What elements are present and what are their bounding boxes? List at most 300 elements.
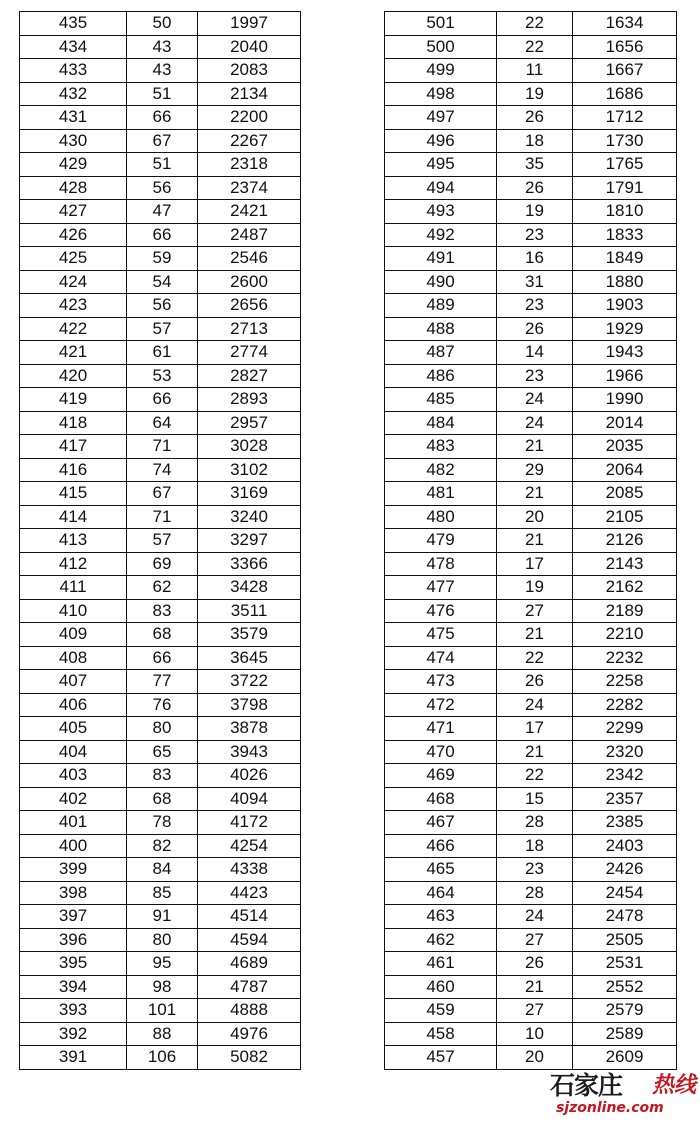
table-cell: 62: [127, 576, 198, 600]
table-cell: 1730: [573, 129, 677, 153]
table-cell: 2210: [573, 623, 677, 647]
table-row: [20, 35, 301, 59]
table-cell: 2403: [573, 834, 677, 858]
table-cell: 3798: [198, 693, 301, 717]
table-cell: 2282: [573, 693, 677, 717]
table-cell: 488: [385, 317, 497, 341]
table-cell: 1849: [573, 247, 677, 271]
table-cell: 426: [20, 223, 127, 247]
table-cell: 466: [385, 834, 497, 858]
table-row: [385, 999, 677, 1023]
table-cell: 434: [20, 35, 127, 59]
table-cell: 494: [385, 176, 497, 200]
table-cell: 431: [20, 106, 127, 130]
table-cell: 2827: [198, 364, 301, 388]
table-cell: 21: [497, 975, 573, 999]
table-cell: 43: [127, 59, 198, 83]
table-cell: 85: [127, 881, 198, 905]
table-cell: 4976: [198, 1022, 301, 1046]
table-row: [20, 670, 301, 694]
table-cell: 417: [20, 435, 127, 459]
table-row: [20, 858, 301, 882]
table-cell: 402: [20, 787, 127, 811]
table-cell: 1765: [573, 153, 677, 177]
table-cell: 470: [385, 740, 497, 764]
score-table-right: [384, 11, 677, 1070]
table-cell: 67: [127, 482, 198, 506]
table-row: [385, 411, 677, 435]
table-cell: 28: [497, 811, 573, 835]
table-cell: 101: [127, 999, 198, 1023]
table-cell: 478: [385, 552, 497, 576]
table-row: [385, 975, 677, 999]
table-cell: 2014: [573, 411, 677, 435]
table-cell: 418: [20, 411, 127, 435]
table-row: [385, 1046, 677, 1070]
table-cell: 22: [497, 35, 573, 59]
table-cell: 71: [127, 505, 198, 529]
table-cell: 482: [385, 458, 497, 482]
table-cell: 427: [20, 200, 127, 224]
table-cell: 469: [385, 764, 497, 788]
table-cell: 3878: [198, 717, 301, 741]
table-row: [385, 599, 677, 623]
table-cell: 4689: [198, 952, 301, 976]
table-cell: 493: [385, 200, 497, 224]
table-cell: 21: [497, 529, 573, 553]
table-cell: 66: [127, 223, 198, 247]
table-cell: 84: [127, 858, 198, 882]
table-cell: 20: [497, 1046, 573, 1070]
table-row: [385, 858, 677, 882]
table-cell: 24: [497, 411, 573, 435]
table-cell: 74: [127, 458, 198, 482]
table-cell: 67: [127, 129, 198, 153]
table-cell: 68: [127, 787, 198, 811]
table-cell: 77: [127, 670, 198, 694]
table-cell: 2385: [573, 811, 677, 835]
table-row: [20, 623, 301, 647]
table-cell: 88: [127, 1022, 198, 1046]
table-cell: 2774: [198, 341, 301, 365]
table-cell: 405: [20, 717, 127, 741]
table-cell: 430: [20, 129, 127, 153]
table-row: [385, 82, 677, 106]
table-row: [20, 905, 301, 929]
table-row: [385, 576, 677, 600]
table-cell: 3943: [198, 740, 301, 764]
table-row: [385, 247, 677, 271]
table-cell: 408: [20, 646, 127, 670]
table-cell: 401: [20, 811, 127, 835]
table-cell: 56: [127, 176, 198, 200]
table-row: [385, 952, 677, 976]
table-cell: 1903: [573, 294, 677, 318]
table-cell: 80: [127, 717, 198, 741]
table-cell: 489: [385, 294, 497, 318]
table-cell: 21: [497, 623, 573, 647]
table-cell: 3366: [198, 552, 301, 576]
table-row: [20, 881, 301, 905]
table-row: [20, 693, 301, 717]
table-cell: 2189: [573, 599, 677, 623]
table-row: [20, 529, 301, 553]
table-cell: 500: [385, 35, 497, 59]
table-row: [20, 764, 301, 788]
table-cell: 397: [20, 905, 127, 929]
table-cell: 26: [497, 952, 573, 976]
table-cell: 91: [127, 905, 198, 929]
table-cell: 4787: [198, 975, 301, 999]
table-cell: 2579: [573, 999, 677, 1023]
table-cell: 35: [497, 153, 573, 177]
table-row: [20, 247, 301, 271]
table-cell: 413: [20, 529, 127, 553]
table-cell: 3428: [198, 576, 301, 600]
table-row: [385, 129, 677, 153]
table-cell: 463: [385, 905, 497, 929]
table-cell: 3645: [198, 646, 301, 670]
table-cell: 419: [20, 388, 127, 412]
table-cell: 406: [20, 693, 127, 717]
table-cell: 477: [385, 576, 497, 600]
table-row: [20, 599, 301, 623]
table-cell: 1833: [573, 223, 677, 247]
table-cell: 398: [20, 881, 127, 905]
table-cell: 485: [385, 388, 497, 412]
table-cell: 475: [385, 623, 497, 647]
table-cell: 483: [385, 435, 497, 459]
table-cell: 399: [20, 858, 127, 882]
table-cell: 460: [385, 975, 497, 999]
table-row: [385, 928, 677, 952]
table-cell: 395: [20, 952, 127, 976]
table-cell: 2320: [573, 740, 677, 764]
table-cell: 22: [497, 764, 573, 788]
table-cell: 83: [127, 599, 198, 623]
table-cell: 472: [385, 693, 497, 717]
table-cell: 468: [385, 787, 497, 811]
table-cell: 1634: [573, 12, 677, 36]
table-cell: 2552: [573, 975, 677, 999]
table-row: [20, 59, 301, 83]
table-cell: 24: [497, 693, 573, 717]
table-row: [385, 670, 677, 694]
table-cell: 432: [20, 82, 127, 106]
table-cell: 17: [497, 552, 573, 576]
table-cell: 15: [497, 787, 573, 811]
table-cell: 4172: [198, 811, 301, 835]
table-cell: 2600: [198, 270, 301, 294]
table-cell: 3579: [198, 623, 301, 647]
table-cell: 3169: [198, 482, 301, 506]
table-cell: 392: [20, 1022, 127, 1046]
table-cell: 467: [385, 811, 497, 835]
table-cell: 3511: [198, 599, 301, 623]
table-cell: 71: [127, 435, 198, 459]
table-cell: 14: [497, 341, 573, 365]
table-cell: 420: [20, 364, 127, 388]
table-row: [20, 388, 301, 412]
table-row: [385, 176, 677, 200]
table-cell: 2487: [198, 223, 301, 247]
table-cell: 2421: [198, 200, 301, 224]
table-cell: 2200: [198, 106, 301, 130]
table-cell: 2505: [573, 928, 677, 952]
table-row: [385, 270, 677, 294]
table-row: [20, 1046, 301, 1070]
table-cell: 2342: [573, 764, 677, 788]
table-cell: 1712: [573, 106, 677, 130]
table-cell: 492: [385, 223, 497, 247]
table-cell: 393: [20, 999, 127, 1023]
table-cell: 27: [497, 928, 573, 952]
table-row: [20, 270, 301, 294]
table-cell: 69: [127, 552, 198, 576]
table-cell: 3240: [198, 505, 301, 529]
table-row: [385, 834, 677, 858]
table-cell: 495: [385, 153, 497, 177]
table-cell: 10: [497, 1022, 573, 1046]
table-cell: 2040: [198, 35, 301, 59]
table-row: [385, 693, 677, 717]
score-table-left: [19, 11, 301, 1070]
table-cell: 481: [385, 482, 497, 506]
table-cell: 5082: [198, 1046, 301, 1070]
table-cell: 428: [20, 176, 127, 200]
table-cell: 2374: [198, 176, 301, 200]
table-cell: 1966: [573, 364, 677, 388]
table-cell: 415: [20, 482, 127, 506]
table-row: [20, 435, 301, 459]
table-cell: 3028: [198, 435, 301, 459]
table-row: [20, 834, 301, 858]
table-cell: 403: [20, 764, 127, 788]
table-cell: 2546: [198, 247, 301, 271]
table-cell: 23: [497, 858, 573, 882]
table-cell: 491: [385, 247, 497, 271]
table-cell: 24: [497, 905, 573, 929]
table-cell: 2126: [573, 529, 677, 553]
table-row: [385, 317, 677, 341]
table-row: [20, 223, 301, 247]
table-cell: 23: [497, 294, 573, 318]
table-cell: 473: [385, 670, 497, 694]
table-cell: 26: [497, 106, 573, 130]
table-cell: 2143: [573, 552, 677, 576]
table-row: [20, 294, 301, 318]
table-row: [20, 928, 301, 952]
table-row: [20, 811, 301, 835]
table-row: [385, 905, 677, 929]
table-cell: 391: [20, 1046, 127, 1070]
table-row: [385, 529, 677, 553]
table-cell: 414: [20, 505, 127, 529]
table-cell: 396: [20, 928, 127, 952]
table-row: [385, 717, 677, 741]
table-cell: 47: [127, 200, 198, 224]
table-cell: 410: [20, 599, 127, 623]
table-cell: 498: [385, 82, 497, 106]
table-cell: 394: [20, 975, 127, 999]
table-cell: 407: [20, 670, 127, 694]
table-row: [20, 129, 301, 153]
table-row: [385, 646, 677, 670]
table-row: [20, 952, 301, 976]
table-cell: 27: [497, 599, 573, 623]
table-cell: 3102: [198, 458, 301, 482]
table-cell: 2035: [573, 435, 677, 459]
table-cell: 465: [385, 858, 497, 882]
table-cell: 19: [497, 82, 573, 106]
watermark-hotline: 热线: [652, 1072, 697, 1098]
table-row: [20, 106, 301, 130]
table-cell: 43: [127, 35, 198, 59]
table-cell: 423: [20, 294, 127, 318]
table-cell: 400: [20, 834, 127, 858]
table-cell: 21: [497, 740, 573, 764]
table-row: [385, 435, 677, 459]
table-cell: 4514: [198, 905, 301, 929]
table-cell: 2085: [573, 482, 677, 506]
table-cell: 4423: [198, 881, 301, 905]
table-cell: 2656: [198, 294, 301, 318]
table-row: [385, 388, 677, 412]
score-table-left-body: [20, 12, 301, 1070]
table-cell: 2267: [198, 129, 301, 153]
table-cell: 1667: [573, 59, 677, 83]
table-cell: 3722: [198, 670, 301, 694]
table-cell: 16: [497, 247, 573, 271]
table-row: [385, 12, 677, 36]
table-cell: 4254: [198, 834, 301, 858]
table-cell: 22: [497, 646, 573, 670]
table-cell: 26: [497, 317, 573, 341]
table-row: [20, 82, 301, 106]
table-row: [385, 294, 677, 318]
table-row: [20, 176, 301, 200]
table-cell: 490: [385, 270, 497, 294]
table-cell: 53: [127, 364, 198, 388]
table-row: [385, 505, 677, 529]
table-cell: 2357: [573, 787, 677, 811]
table-row: [20, 458, 301, 482]
table-cell: 19: [497, 576, 573, 600]
table-cell: 480: [385, 505, 497, 529]
table-row: [385, 341, 677, 365]
table-cell: 2713: [198, 317, 301, 341]
table-cell: 18: [497, 129, 573, 153]
table-cell: 404: [20, 740, 127, 764]
table-cell: 23: [497, 223, 573, 247]
table-cell: 499: [385, 59, 497, 83]
table-cell: 458: [385, 1022, 497, 1046]
table-cell: 1810: [573, 200, 677, 224]
table-cell: 2893: [198, 388, 301, 412]
table-cell: 1943: [573, 341, 677, 365]
table-cell: 51: [127, 153, 198, 177]
table-cell: 23: [497, 364, 573, 388]
table-cell: 2258: [573, 670, 677, 694]
table-cell: 3297: [198, 529, 301, 553]
table-row: [385, 552, 677, 576]
table-cell: 1686: [573, 82, 677, 106]
table-cell: 416: [20, 458, 127, 482]
table-cell: 21: [497, 482, 573, 506]
table-cell: 98: [127, 975, 198, 999]
table-cell: 26: [497, 176, 573, 200]
table-cell: 501: [385, 12, 497, 36]
table-cell: 2531: [573, 952, 677, 976]
table-cell: 1791: [573, 176, 677, 200]
table-cell: 2083: [198, 59, 301, 83]
table-cell: 106: [127, 1046, 198, 1070]
table-row: [20, 740, 301, 764]
table-row: [20, 975, 301, 999]
table-cell: 24: [497, 388, 573, 412]
table-row: [20, 787, 301, 811]
table-cell: 66: [127, 388, 198, 412]
table-cell: 471: [385, 717, 497, 741]
table-cell: 422: [20, 317, 127, 341]
table-cell: 78: [127, 811, 198, 835]
table-row: [20, 341, 301, 365]
table-cell: 50: [127, 12, 198, 36]
table-row: [385, 764, 677, 788]
table-cell: 462: [385, 928, 497, 952]
table-cell: 56: [127, 294, 198, 318]
watermark-url: sjzonline.com: [556, 1100, 664, 1116]
table-row: [20, 505, 301, 529]
table-cell: 2478: [573, 905, 677, 929]
table-cell: 479: [385, 529, 497, 553]
table-cell: 421: [20, 341, 127, 365]
table-cell: 4094: [198, 787, 301, 811]
table-cell: 1997: [198, 12, 301, 36]
table-cell: 18: [497, 834, 573, 858]
table-cell: 429: [20, 153, 127, 177]
table-cell: 2589: [573, 1022, 677, 1046]
table-cell: 2134: [198, 82, 301, 106]
table-cell: 59: [127, 247, 198, 271]
table-cell: 2232: [573, 646, 677, 670]
table-cell: 82: [127, 834, 198, 858]
table-cell: 4888: [198, 999, 301, 1023]
table-cell: 26: [497, 670, 573, 694]
table-cell: 1656: [573, 35, 677, 59]
table-row: [20, 482, 301, 506]
table-row: [20, 646, 301, 670]
table-row: [20, 200, 301, 224]
table-cell: 496: [385, 129, 497, 153]
table-cell: 2064: [573, 458, 677, 482]
table-row: [385, 740, 677, 764]
table-cell: 76: [127, 693, 198, 717]
table-cell: 2426: [573, 858, 677, 882]
table-row: [385, 881, 677, 905]
table-row: [385, 153, 677, 177]
table-cell: 409: [20, 623, 127, 647]
table-row: [385, 35, 677, 59]
table-cell: 411: [20, 576, 127, 600]
table-cell: 474: [385, 646, 497, 670]
table-cell: 66: [127, 646, 198, 670]
table-row: [20, 576, 301, 600]
table-cell: 4594: [198, 928, 301, 952]
watermark-site-name: 石家庄: [550, 1071, 623, 1100]
table-row: [20, 717, 301, 741]
score-table-right-body: [385, 12, 677, 1070]
